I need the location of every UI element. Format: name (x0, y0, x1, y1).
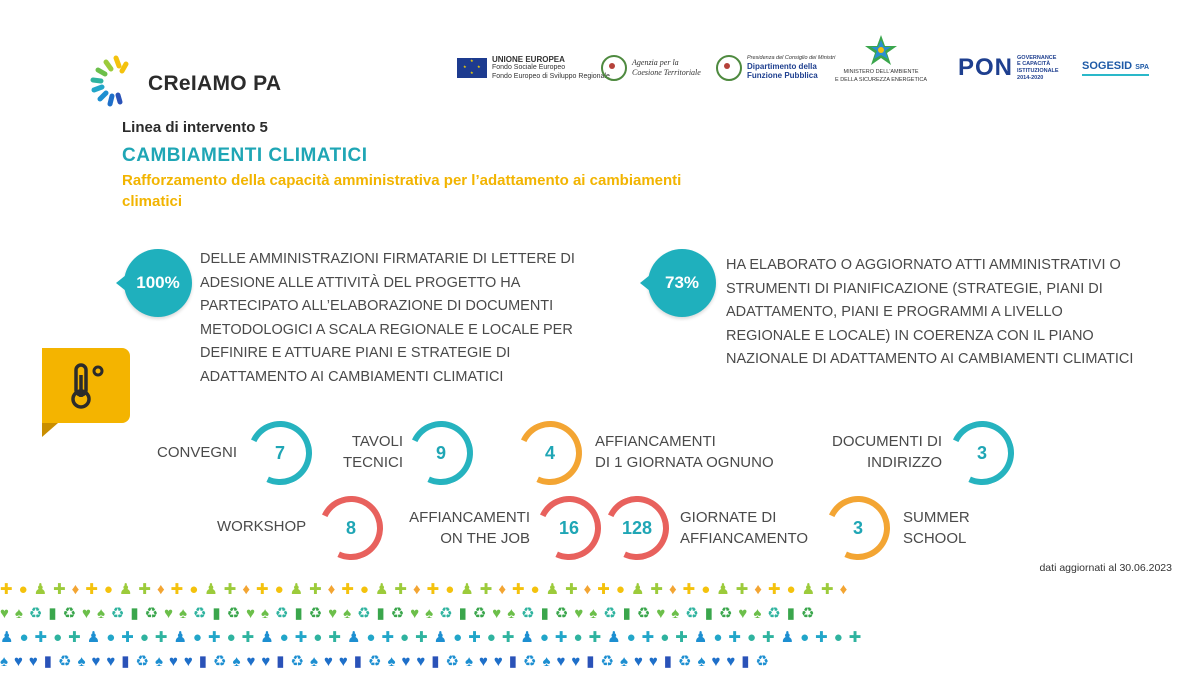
pattern-glyph-icon: ♠ (589, 605, 604, 622)
republic-emblem-icon (601, 55, 627, 81)
pattern-glyph-icon: ♻ (226, 605, 247, 622)
pattern-glyph-icon: ♠ (310, 653, 324, 670)
pattern-glyph-icon: ♠ (697, 653, 712, 670)
pattern-glyph-icon: ♟ (780, 629, 801, 646)
pattern-row (0, 604, 820, 622)
pattern-glyph-icon: ● (701, 581, 717, 598)
metric-giornate-label1: GIORNATE DI (680, 509, 777, 526)
pattern-glyph-icon: ✚ (554, 629, 574, 646)
pattern-glyph-icon: ✚ (207, 629, 227, 646)
metric-onthejob-label2: ON THE JOB (440, 530, 530, 547)
sogesid-suffix: SPA (1135, 64, 1150, 72)
eu-flag-icon: ★ ★ ★ ★ (457, 58, 487, 78)
pattern-glyph-icon: ♥ (571, 653, 587, 670)
pattern-glyph-icon: ♟ (801, 581, 822, 598)
pattern-glyph-icon: ✚ (767, 581, 787, 598)
pattern-glyph-icon: ♟ (433, 629, 454, 646)
pattern-glyph-icon: ♻ (600, 653, 620, 670)
ministero-line1: MINISTERO DELL'AMBIENTE (843, 69, 919, 75)
pattern-glyph-icon: ♦ (412, 581, 427, 598)
pattern-glyph-icon: ♻ (636, 605, 657, 622)
pattern-glyph-icon: ✚ (53, 581, 72, 598)
pattern-glyph-icon: ♻ (445, 653, 465, 670)
pattern-glyph-icon: ● (192, 629, 208, 646)
pattern-glyph-icon: ✚ (85, 581, 104, 598)
pattern-glyph-icon: ● (313, 629, 329, 646)
pattern-glyph-icon: ● (445, 581, 461, 598)
pattern-glyph-icon: ♟ (204, 581, 224, 598)
pattern-glyph-icon: ♻ (801, 605, 821, 622)
pattern-glyph-icon: ● (53, 629, 69, 646)
linea-intervento: Linea di intervento 5 (122, 119, 268, 136)
pattern-glyph-icon: ✚ (821, 581, 840, 598)
pattern-glyph-icon: ♠ (465, 653, 479, 670)
pattern-glyph-icon: ♻ (368, 653, 388, 670)
pattern-glyph-icon: ▮ (704, 605, 719, 622)
stat-73-circle: 73% (648, 249, 716, 317)
pattern-glyph-icon: ♟ (173, 629, 193, 646)
pattern-glyph-icon: ♟ (33, 581, 54, 598)
eu-line2: Fondo Europeo di Sviluppo Regionale (492, 72, 610, 80)
pattern-glyph-icon: ▮ (43, 653, 59, 670)
pattern-glyph-icon: ✚ (309, 581, 328, 598)
pattern-glyph-icon: ♟ (607, 629, 627, 646)
pattern-glyph-icon: ▮ (786, 605, 802, 622)
pattern-glyph-icon: ♦ (157, 581, 171, 598)
pon-line2: E CAPACITÀ (1017, 61, 1051, 68)
pattern-glyph-icon: ♠ (14, 605, 29, 622)
pattern-glyph-icon: ♥ (246, 605, 262, 622)
pattern-glyph-icon: ● (139, 629, 155, 646)
pattern-glyph-icon: ♦ (242, 581, 256, 598)
metric-summer-label1: SUMMER (903, 509, 970, 526)
pattern-glyph-icon: ✚ (341, 581, 360, 598)
star-icon (864, 34, 898, 68)
pon-line1: GOVERNANCE (1017, 54, 1057, 61)
pattern-glyph-icon: ● (279, 629, 295, 646)
metric-documenti-label1: DOCUMENTI DI (832, 433, 942, 450)
pattern-glyph-icon: ♟ (260, 629, 280, 646)
pattern-glyph-icon: ✚ (848, 629, 868, 646)
pattern-glyph-icon: ✚ (815, 629, 834, 646)
decorative-icon-pattern (0, 578, 1200, 675)
pattern-glyph-icon: ✚ (68, 629, 87, 646)
pattern-glyph-icon: ▮ (276, 653, 291, 670)
pattern-glyph-icon: ♥ (0, 605, 15, 622)
pattern-glyph-icon: ● (453, 629, 469, 646)
pattern-glyph-icon: ● (833, 629, 849, 646)
pattern-glyph-icon: ● (786, 581, 802, 598)
pon-line4: 2014-2020 (1017, 74, 1044, 81)
pattern-glyph-icon: ♻ (390, 605, 411, 622)
pattern-glyph-icon: ✚ (588, 629, 608, 646)
pattern-glyph-icon: ✚ (394, 581, 413, 598)
pattern-glyph-icon: ✚ (241, 629, 261, 646)
pattern-glyph-icon: ♻ (554, 605, 575, 622)
pattern-glyph-icon: ♻ (110, 605, 131, 622)
metric-affiancamenti-label1: AFFIANCAMENTI (595, 433, 716, 450)
eu-title: UNIONE EUROPEA (492, 54, 565, 64)
eu-line1: Fondo Sociale Europeo (492, 64, 566, 72)
pattern-glyph-icon: ♻ (192, 605, 213, 622)
pattern-glyph-icon: ▮ (48, 605, 63, 622)
pattern-glyph-icon: ♦ (668, 581, 683, 598)
pattern-glyph-icon: ♟ (118, 581, 139, 598)
pattern-glyph-icon: ✚ (138, 581, 157, 598)
metric-convegni-label: CONVEGNI (157, 444, 238, 461)
fp-line3: Funzione Pubblica (747, 71, 818, 81)
pattern-glyph-icon: ♟ (693, 629, 714, 646)
pattern-glyph-icon: ▮ (198, 653, 214, 670)
pattern-glyph-icon: ♥ (164, 605, 179, 622)
pattern-glyph-icon: ♦ (327, 581, 342, 598)
metric-onthejob-label (402, 507, 530, 549)
pattern-glyph-icon: ♻ (308, 605, 329, 622)
pattern-glyph-icon: ♠ (753, 605, 768, 622)
pattern-row (0, 628, 867, 646)
pattern-glyph-icon: ✚ (565, 581, 584, 598)
pattern-glyph-icon: ● (626, 629, 642, 646)
pattern-glyph-icon: ✚ (415, 629, 434, 646)
pattern-glyph-icon: ✚ (0, 581, 19, 598)
pattern-glyph-icon: ● (615, 581, 631, 598)
pattern-glyph-icon: ✚ (641, 629, 661, 646)
pattern-glyph-icon: ♥ (183, 653, 199, 670)
pattern-glyph-icon: ♻ (62, 605, 83, 622)
pattern-glyph-icon: ♠ (261, 605, 276, 622)
pattern-glyph-icon: ✚ (597, 581, 616, 598)
pattern-glyph-icon: ♻ (275, 605, 295, 622)
pattern-glyph-icon: ▮ (353, 653, 369, 670)
pattern-glyph-icon: ✚ (468, 629, 487, 646)
pattern-glyph-icon: ♦ (71, 581, 86, 598)
eu-logo (457, 48, 610, 88)
pattern-glyph-icon: ♻ (439, 605, 459, 622)
pattern-glyph-icon: ♥ (261, 653, 277, 670)
pattern-glyph-icon: ● (800, 629, 816, 646)
pattern-glyph-icon: ♠ (77, 653, 92, 670)
pattern-glyph-icon: ♥ (656, 605, 672, 622)
pattern-glyph-icon: ● (539, 629, 555, 646)
pattern-glyph-icon: ♟ (374, 581, 395, 598)
pattern-glyph-icon: ♥ (726, 653, 742, 670)
pattern-glyph-icon: ♥ (574, 605, 590, 622)
pattern-glyph-icon: ♥ (246, 653, 262, 670)
pattern-glyph-icon: ♥ (492, 605, 508, 622)
pattern-glyph-icon: ▮ (741, 653, 756, 670)
pattern-glyph-icon: ♥ (82, 605, 97, 622)
pattern-glyph-icon: ♟ (545, 581, 566, 598)
pattern-glyph-icon: ▮ (508, 653, 524, 670)
sogesid-logo (1082, 48, 1149, 88)
pattern-glyph-icon: ✚ (762, 629, 781, 646)
pattern-glyph-icon: ♦ (754, 581, 768, 598)
pattern-glyph-icon: ♥ (711, 653, 727, 670)
pattern-glyph-icon: ♠ (0, 653, 14, 670)
pattern-glyph-icon: ♥ (633, 653, 649, 670)
metric-affiancamenti-value: 4 (524, 427, 576, 479)
pattern-glyph-icon: ♟ (86, 629, 107, 646)
republic-emblem-icon (716, 55, 742, 81)
pattern-glyph-icon: ♻ (767, 605, 787, 622)
pattern-glyph-icon: ♻ (135, 653, 155, 670)
funzione-pubblica-logo (716, 48, 835, 88)
pattern-glyph-icon: ♟ (346, 629, 367, 646)
pattern-glyph-icon: ▮ (458, 605, 473, 622)
pattern-glyph-icon: ♥ (401, 653, 417, 670)
pattern-glyph-icon: ▮ (586, 653, 601, 670)
pattern-glyph-icon: ✚ (121, 629, 140, 646)
pattern-glyph-icon: ✚ (675, 629, 694, 646)
creiamo-logo-icon (86, 52, 136, 110)
pattern-glyph-icon: ♠ (671, 605, 686, 622)
pattern-glyph-icon: ● (18, 581, 34, 598)
pattern-glyph-icon: ♻ (521, 605, 541, 622)
pattern-glyph-icon: ▮ (540, 605, 555, 622)
pattern-glyph-icon: ♻ (357, 605, 377, 622)
pattern-glyph-icon: ♻ (718, 605, 739, 622)
pattern-glyph-icon: ♻ (58, 653, 78, 670)
metric-onthejob-label1: AFFIANCAMENTI (409, 509, 530, 526)
pattern-glyph-icon: ● (660, 629, 676, 646)
pattern-glyph-icon: ● (366, 629, 382, 646)
sogesid-name: SOGESID (1082, 60, 1133, 73)
pattern-glyph-icon: ✚ (426, 581, 446, 598)
pattern-glyph-icon: ♥ (323, 653, 339, 670)
agenzia-line2: Coesione Territoriale (632, 68, 701, 77)
metric-giornate-value: 128 (611, 502, 663, 554)
pattern-glyph-icon: ✚ (154, 629, 174, 646)
pattern-glyph-icon: ♦ (498, 581, 512, 598)
pattern-glyph-icon: ✚ (479, 581, 499, 598)
logo-text: CReIAMO PA (148, 72, 282, 95)
pattern-glyph-icon: ♟ (716, 581, 736, 598)
pattern-glyph-icon: ▮ (130, 605, 145, 622)
fp-line2: Dipartimento della (747, 61, 817, 71)
pattern-glyph-icon: ♥ (328, 605, 344, 622)
pattern-glyph-icon: ✚ (34, 629, 54, 646)
metric-affiancamenti-label2: DI 1 GIORNATA OGNUNO (595, 454, 774, 471)
fp-line1: Presidenza del Consiglio dei Ministri (747, 55, 836, 62)
pattern-glyph-icon: ▮ (121, 653, 136, 670)
metric-onthejob-value: 16 (543, 502, 595, 554)
pattern-glyph-icon: ✚ (328, 629, 347, 646)
pattern-glyph-icon: ♥ (28, 653, 44, 670)
pattern-glyph-icon: ♟ (630, 581, 651, 598)
metric-giornate-label2: AFFIANCAMENTO (680, 530, 809, 547)
pattern-glyph-icon: ✚ (735, 581, 755, 598)
pattern-glyph-icon: ● (573, 629, 589, 646)
pattern-glyph-icon: ♟ (289, 581, 310, 598)
agenzia-line1: Agenzia per la (632, 58, 679, 68)
pattern-glyph-icon: ♥ (648, 653, 664, 670)
pattern-glyph-icon: ✚ (650, 581, 669, 598)
ministero-line2: E DELLA SICUREZZA ENERGETICA (835, 76, 927, 83)
pattern-glyph-icon: ● (400, 629, 416, 646)
pattern-glyph-icon: ♟ (460, 581, 480, 598)
pon-logo (958, 48, 1059, 88)
agenzia-logo (601, 48, 701, 88)
pattern-glyph-icon: ✚ (511, 581, 531, 598)
pattern-glyph-icon: ♥ (13, 653, 29, 670)
pattern-glyph-icon: ♥ (416, 653, 432, 670)
pattern-glyph-icon: ♠ (507, 605, 522, 622)
pattern-glyph-icon: ♻ (603, 605, 623, 622)
pattern-glyph-icon: ● (713, 629, 729, 646)
pattern-glyph-icon: ▮ (294, 605, 309, 622)
pattern-glyph-icon: ♻ (213, 653, 233, 670)
pattern-row (0, 652, 775, 670)
metric-documenti-label2: INDIRIZZO (867, 454, 942, 471)
page-subtitle: Rafforzamento della capacità amministrativa per l’adattamento ai cambiamenti climatici (122, 172, 682, 210)
pattern-glyph-icon: ♥ (478, 653, 494, 670)
pattern-glyph-icon: ♠ (620, 653, 634, 670)
pattern-glyph-icon: ♥ (410, 605, 426, 622)
pattern-glyph-icon: ♻ (685, 605, 705, 622)
ministero-logo (835, 34, 927, 86)
pattern-glyph-icon: ● (106, 629, 122, 646)
pattern-glyph-icon: ♦ (839, 581, 854, 598)
metric-summer-value: 3 (832, 502, 884, 554)
pattern-glyph-icon: ♟ (520, 629, 540, 646)
pattern-glyph-icon: ♻ (678, 653, 698, 670)
pattern-glyph-icon: ▮ (622, 605, 637, 622)
pattern-glyph-icon: ♠ (232, 653, 247, 670)
pattern-glyph-icon: ♠ (155, 653, 169, 670)
pattern-glyph-icon: ♻ (290, 653, 310, 670)
pattern-glyph-icon: ♻ (144, 605, 165, 622)
pattern-glyph-icon: ● (746, 629, 763, 646)
metric-affiancamenti-label (595, 431, 774, 473)
category-tab (42, 348, 130, 423)
stat-73-text: HA ELABORATO O AGGIORNATO ATTI AMMINISTRATIVI O STRUMENTI DI PIANIFICAZIONE (STRATEGIE, PIANI DI ADATTAMENTO, PIANI E PROGRAMMI A LIVELLO REGIONALE E LOCALE) IN COERENZA CON IL PIANO NAZIONALE DI ADATTAMENTO AI CAMBIAMENTI CLIMATICI (726, 257, 1134, 367)
pattern-glyph-icon: ▮ (431, 653, 446, 670)
pattern-glyph-icon: ● (226, 629, 242, 646)
pattern-glyph-icon: ● (486, 629, 502, 646)
pattern-glyph-icon: ✚ (682, 581, 702, 598)
pattern-glyph-icon: ♥ (91, 653, 107, 670)
pattern-glyph-icon: ♠ (96, 605, 111, 622)
pattern-glyph-icon: ▮ (212, 605, 227, 622)
pattern-glyph-icon: ♥ (168, 653, 184, 670)
page-title: CAMBIAMENTI CLIMATICI (122, 145, 368, 166)
pattern-glyph-icon: ● (530, 581, 546, 598)
pattern-glyph-icon: ● (19, 629, 35, 646)
pattern-glyph-icon: ✚ (223, 581, 243, 598)
pattern-glyph-icon: ● (359, 581, 375, 598)
metric-tavoli-label1: TAVOLI (351, 433, 403, 450)
metric-tavoli-value: 9 (415, 427, 467, 479)
metric-workshop-label: WORKSHOP (217, 518, 307, 535)
pattern-glyph-icon: ♥ (106, 653, 122, 670)
metric-giornate-label (680, 507, 808, 549)
pattern-glyph-icon: ● (274, 581, 290, 598)
pattern-glyph-icon: ▮ (376, 605, 391, 622)
pattern-glyph-icon: ♠ (343, 605, 358, 622)
metric-workshop-value: 8 (325, 502, 377, 554)
thermometer-icon (64, 361, 108, 411)
data-updated-note: dati aggiornati al 30.06.2023 (1039, 562, 1172, 574)
metric-tavoli-label2: TECNICI (343, 454, 403, 471)
metric-tavoli-label (339, 431, 403, 473)
pattern-glyph-icon: ♠ (179, 605, 193, 622)
metric-documenti-value: 3 (956, 427, 1008, 479)
stat-100-circle: 100% (124, 249, 192, 317)
metric-summer-label2: SCHOOL (903, 530, 967, 547)
pattern-glyph-icon: ● (189, 581, 205, 598)
pattern-glyph-icon: ♻ (472, 605, 493, 622)
pattern-glyph-icon: ✚ (728, 629, 747, 646)
pattern-glyph-icon: ✚ (170, 581, 190, 598)
pattern-glyph-icon: ♻ (755, 653, 775, 670)
pattern-glyph-icon: ♠ (542, 653, 557, 670)
pattern-glyph-icon: ♥ (493, 653, 509, 670)
pattern-glyph-icon: ♥ (556, 653, 572, 670)
pattern-glyph-icon: ♟ (0, 629, 20, 646)
pattern-glyph-icon: ♥ (338, 653, 354, 670)
pattern-glyph-icon: ♻ (28, 605, 49, 622)
pattern-glyph-icon: ♥ (738, 605, 754, 622)
metric-convegni-value: 7 (254, 427, 306, 479)
pattern-glyph-icon: ✚ (294, 629, 314, 646)
pattern-glyph-icon: ▮ (663, 653, 679, 670)
pon-line3: ISTITUZIONALE (1017, 68, 1059, 74)
metric-documenti-label (820, 431, 942, 473)
pattern-glyph-icon: ♻ (523, 653, 543, 670)
pon-text: PON (958, 53, 1014, 81)
pattern-glyph-icon: ● (103, 581, 119, 598)
stat-100-text: DELLE AMMINISTRAZIONI FIRMATARIE DI LETTERE DI ADESIONE ALLE ATTIVITÀ DEL PROGETTO HA PARTECIPATO ALL’ELABORAZIONE DI DOCUMENTI METODOLOGICI A SCALA REGIONALE E LOCALE PER DEFINIRE E ATTUARE PIANI E STRATEGIE DI ADATTAMENTO AI CAMBIAMENTI CLIMATICI (200, 251, 575, 385)
pattern-row (0, 580, 853, 598)
pattern-glyph-icon: ♦ (583, 581, 598, 598)
pattern-glyph-icon: ✚ (501, 629, 521, 646)
metric-summer-label (903, 507, 970, 549)
pattern-glyph-icon: ♠ (425, 605, 440, 622)
pattern-glyph-icon: ♠ (387, 653, 402, 670)
pattern-glyph-icon: ✚ (255, 581, 275, 598)
pattern-glyph-icon: ✚ (381, 629, 401, 646)
